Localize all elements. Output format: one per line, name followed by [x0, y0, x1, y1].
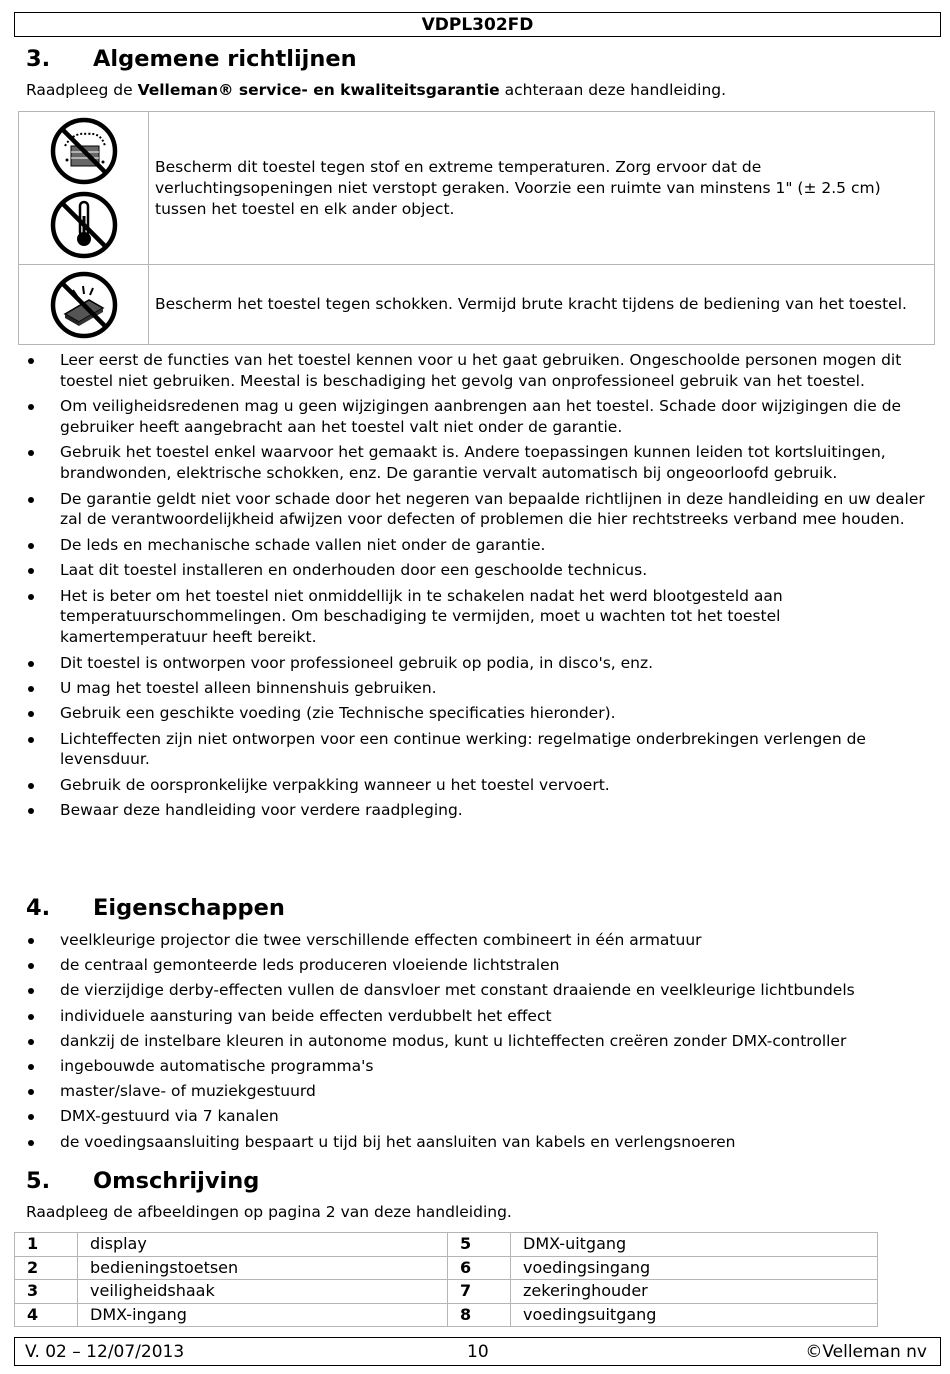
- list-item: ingebouwde automatische programma's: [26, 1056, 926, 1077]
- list-item: master/slave- of muziekgestuurd: [26, 1081, 926, 1102]
- parts-table: [14, 1232, 878, 1327]
- list-item: Gebruik de oorspronkelijke verpakking wanneer u het toestel vervoert.: [26, 775, 926, 796]
- list-item: de centraal gemonteerde leds produceren vloeiende lichtstralen: [26, 955, 926, 976]
- list-item: de voedingsaansluiting bespaart u tijd bij het aansluiten van kabels en verlengsnoeren: [26, 1132, 926, 1153]
- section-5-heading: [26, 1167, 259, 1195]
- no-thermometer-icon: [49, 190, 119, 260]
- footer-copyright: ©Velleman nv: [805, 1342, 927, 1362]
- warning-icons-cell: [19, 265, 149, 345]
- list-item: veelkleurige projector die twee verschillende effecten combineert in één armatuur: [26, 930, 926, 951]
- list-item: dankzij de instelbare kleuren in autonome modus, kunt u lichteffecten creëren zonder DMX-controller: [26, 1031, 926, 1052]
- part-label: voedingsuitgang: [511, 1303, 878, 1327]
- section-3-number: 3.: [26, 46, 51, 72]
- intro-text-bold: Velleman® service- en kwaliteitsgarantie: [137, 81, 500, 99]
- document-header: [14, 12, 941, 37]
- part-number: 6: [448, 1256, 511, 1280]
- part-number: 1: [15, 1233, 78, 1257]
- section-3-intro: [26, 80, 726, 100]
- part-number: 2: [15, 1256, 78, 1280]
- warning-text: Bescherm het toestel tegen schokken. Vermijd brute kracht tijdens de bediening van het toestel.: [149, 265, 935, 345]
- list-item: individuele aansturing van beide effecten verdubbelt het effect: [26, 1006, 926, 1027]
- warning-row: [19, 112, 935, 265]
- part-label: zekeringhouder: [511, 1280, 878, 1304]
- list-item: Laat dit toestel installeren en onderhouden door een geschoolde technicus.: [26, 560, 926, 581]
- list-item: Gebruik een geschikte voeding (zie Technische specificaties hieronder).: [26, 703, 926, 724]
- part-number: 8: [448, 1303, 511, 1327]
- list-item: Om veiligheidsredenen mag u geen wijzigingen aanbrengen aan het toestel. Schade door wijzigingen die de gebruiker heeft aangebracht aan het toestel valt niet onder de garantie.: [26, 396, 926, 438]
- table-row: [15, 1233, 878, 1257]
- list-item: Gebruik het toestel enkel waarvoor het gemaakt is. Andere toepassingen kunnen leiden tot kortsluitingen, brandwonden, elektrische schokken, enz. De garantie vervalt automatisch bij ongeoorloofd gebruik.: [26, 442, 926, 484]
- warning-icons-cell: [19, 112, 149, 265]
- section-3-guidelines-list: [26, 350, 926, 826]
- part-label: voedingsingang: [511, 1256, 878, 1280]
- section-3-title: Algemene richtlijnen: [93, 46, 357, 72]
- list-item: Dit toestel is ontworpen voor professioneel gebruik op podia, in disco's, enz.: [26, 653, 926, 674]
- section-3-heading: [26, 45, 357, 73]
- part-number: 5: [448, 1233, 511, 1257]
- list-item: Het is beter om het toestel niet onmiddellijk in te schakelen nadat het werd blootgesteld aan temperatuurschommelingen. Om beschadiging te vermijden, moet u wachten tot het toestel kamertemperatuur heeft bereikt.: [26, 586, 926, 648]
- document-footer: [14, 1337, 941, 1366]
- list-item: DMX-gestuurd via 7 kanalen: [26, 1106, 926, 1127]
- part-label: DMX-ingang: [78, 1303, 448, 1327]
- section-4-features-list: [26, 930, 926, 1157]
- list-item: de vierzijdige derby-effecten vullen de dansvloer met constant draaiende en veelkleurige lichtbundels: [26, 980, 926, 1001]
- list-item: Leer eerst de functies van het toestel kennen voor u het gaat gebruiken. Ongeschoolde personen mogen dit toestel niet gebruiken. Meestal is beschadiging het gevolg van onprofessioneel gebruik van het toestel.: [26, 350, 926, 392]
- section-4-number: 4.: [26, 895, 51, 921]
- warnings-table: [18, 111, 935, 345]
- section-4-heading: [26, 894, 285, 922]
- section-5-title: Omschrijving: [93, 1168, 260, 1194]
- footer-version: V. 02 – 12/07/2013: [25, 1342, 185, 1362]
- list-item: De leds en mechanische schade vallen niet onder de garantie.: [26, 535, 926, 556]
- part-label: display: [78, 1233, 448, 1257]
- table-row: [15, 1303, 878, 1327]
- table-row: [15, 1256, 878, 1280]
- footer-page-number: 10: [467, 1342, 489, 1362]
- part-number: 4: [15, 1303, 78, 1327]
- section-5-number: 5.: [26, 1168, 51, 1194]
- list-item: De garantie geldt niet voor schade door het negeren van bepaalde richtlijnen in deze handleiding en uw dealer zal de verantwoordelijkheid afwijzen voor defecten of problemen die hier rechtstreeks verband mee houden.: [26, 489, 926, 531]
- section-5-intro: Raadpleeg de afbeeldingen op pagina 2 van deze handleiding.: [26, 1203, 512, 1221]
- table-row: [15, 1280, 878, 1304]
- list-item: Bewaar deze handleiding voor verdere raadpleging.: [26, 800, 926, 821]
- intro-text-post: achteraan deze handleiding.: [499, 81, 727, 99]
- part-number: 3: [15, 1280, 78, 1304]
- list-item: U mag het toestel alleen binnenshuis gebruiken.: [26, 678, 926, 699]
- no-dust-icon: [49, 116, 119, 186]
- section-4-title: Eigenschappen: [93, 895, 285, 921]
- warning-text: Bescherm dit toestel tegen stof en extreme temperaturen. Zorg ervoor dat de verluchtingsopeningen niet verstopt geraken. Voorzie een ruimte van minstens 1" (± 2.5 cm) tussen het toestel en elk ander object.: [149, 112, 935, 265]
- warning-row: [19, 265, 935, 345]
- part-label: DMX-uitgang: [511, 1233, 878, 1257]
- part-label: bedieningstoetsen: [78, 1256, 448, 1280]
- no-shock-icon: [49, 270, 119, 340]
- part-label: veiligheidshaak: [78, 1280, 448, 1304]
- list-item: Lichteffecten zijn niet ontworpen voor een continue werking: regelmatige onderbrekingen verlengen de levensduur.: [26, 729, 926, 771]
- model-name: VDPL302FD: [421, 15, 534, 35]
- part-number: 7: [448, 1280, 511, 1304]
- intro-text-pre: Raadpleeg de: [26, 81, 138, 99]
